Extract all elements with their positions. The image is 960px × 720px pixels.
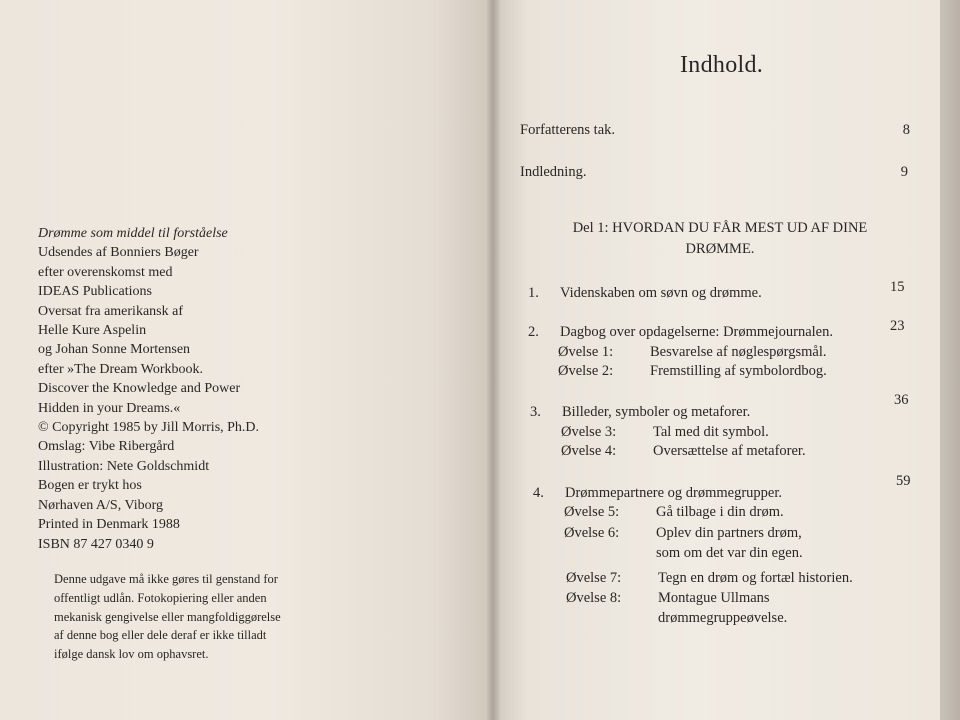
notice-line: af denne bog eller dele deraf er ikke tilladt — [54, 628, 267, 643]
toc-entry-page: 9 — [900, 164, 908, 180]
exercise-title: Oversættelse af metaforer. — [653, 443, 806, 459]
exercise-title: Gå tilbage i din drøm. — [656, 504, 784, 520]
chapter-title: Videnskaben om søvn og drømme. — [560, 285, 762, 301]
imprint-line: Bogen er trykt hos — [38, 478, 142, 494]
chapter-title: Drømmepartnere og drømmegrupper. — [565, 485, 783, 501]
exercise-label: Øvelse 7: — [566, 570, 622, 586]
imprint-line: Illustration: Nete Goldschmidt — [38, 458, 210, 474]
imprint-line: Nørhaven A/S, Viborg — [38, 497, 164, 513]
imprint-block — [38, 224, 458, 554]
exercise-title: Besvarelse af nøglespørgsmål. — [650, 344, 827, 360]
imprint-line: IDEAS Publications — [38, 284, 152, 300]
toc-entry-page: 8 — [902, 122, 910, 138]
imprint-line: ISBN 87 427 0340 9 — [38, 536, 154, 552]
exercise-title: Tal med dit symbol. — [653, 424, 769, 440]
imprint-line: efter overenskomst med — [38, 264, 173, 280]
chapter-number: 1. — [528, 285, 539, 301]
notice-line: offentligt udlån. Fotokopiering eller anden — [54, 590, 267, 605]
chapter-page: 59 — [896, 473, 911, 489]
exercise-label: Øvelse 3: — [561, 424, 617, 440]
exercise-label: Øvelse 5: — [564, 504, 620, 520]
copyright-notice — [54, 570, 454, 664]
chapter-number: 2. — [528, 324, 539, 340]
toc-title: Indhold. — [680, 52, 764, 78]
exercise-title: Oplev din partners drøm, — [656, 525, 802, 541]
notice-line: Denne udgave må ikke gøres til genstand for — [54, 572, 278, 586]
imprint-line: efter »The Dream Workbook. — [38, 361, 203, 377]
imprint-line: og Johan Sonne Mortensen — [38, 342, 191, 358]
imprint-line: Discover the Knowledge and Power — [38, 381, 241, 397]
exercise-title: drømmegruppeøvelse. — [658, 610, 788, 626]
chapter-number: 4. — [533, 485, 544, 501]
exercise-title: Montague Ullmans — [658, 590, 770, 606]
chapter-page: 23 — [890, 318, 905, 334]
notice-line: mekanisk gengivelse eller mangfoldiggørelse — [54, 609, 281, 624]
imprint-line: © Copyright 1985 by Jill Morris, Ph.D. — [38, 420, 260, 436]
toc-entry-label: Indledning. — [520, 164, 587, 180]
exercise-title: Fremstilling af symbolordbog. — [650, 363, 827, 379]
chapter-page: 15 — [890, 279, 905, 295]
page-edge — [940, 0, 960, 720]
imprint-line: Drømme som middel til forståelse — [38, 226, 228, 241]
imprint-line: Oversat fra amerikansk af — [38, 303, 183, 319]
imprint-line: Helle Kure Aspelin — [38, 323, 147, 339]
imprint-line: Omslag: Vibe Ribergård — [38, 439, 175, 455]
exercise-label: Øvelse 1: — [558, 344, 614, 360]
toc-entry-label: Forfatterens tak. — [520, 122, 616, 138]
exercise-title: Tegn en drøm og fortæl historien. — [658, 570, 853, 586]
notice-line: ifølge dansk lov om ophavsret. — [54, 647, 209, 662]
exercise-label: Øvelse 6: — [564, 525, 620, 541]
book-gutter — [486, 0, 500, 720]
imprint-line: Printed in Denmark 1988 — [38, 517, 180, 533]
exercise-label: Øvelse 8: — [566, 590, 622, 606]
chapter-page: 36 — [894, 392, 909, 408]
part-heading — [540, 218, 900, 260]
imprint-line: Udsendes af Bonniers Bøger — [38, 245, 199, 261]
imprint-line: Hidden in your Dreams.« — [38, 400, 181, 416]
exercise-label: Øvelse 2: — [558, 363, 614, 379]
chapter-number: 3. — [530, 404, 541, 420]
part-heading-line: DRØMME. — [685, 241, 755, 257]
chapter-title: Billeder, symboler og metaforer. — [562, 404, 751, 420]
exercise-title: som om det var din egen. — [656, 545, 803, 561]
chapter-title: Dagbog over opdagelserne: Drømmejournalen. — [560, 324, 833, 340]
part-heading-line: Del 1: HVORDAN DU FÅR MEST UD AF DINE — [572, 220, 868, 236]
exercise-label: Øvelse 4: — [561, 443, 617, 459]
